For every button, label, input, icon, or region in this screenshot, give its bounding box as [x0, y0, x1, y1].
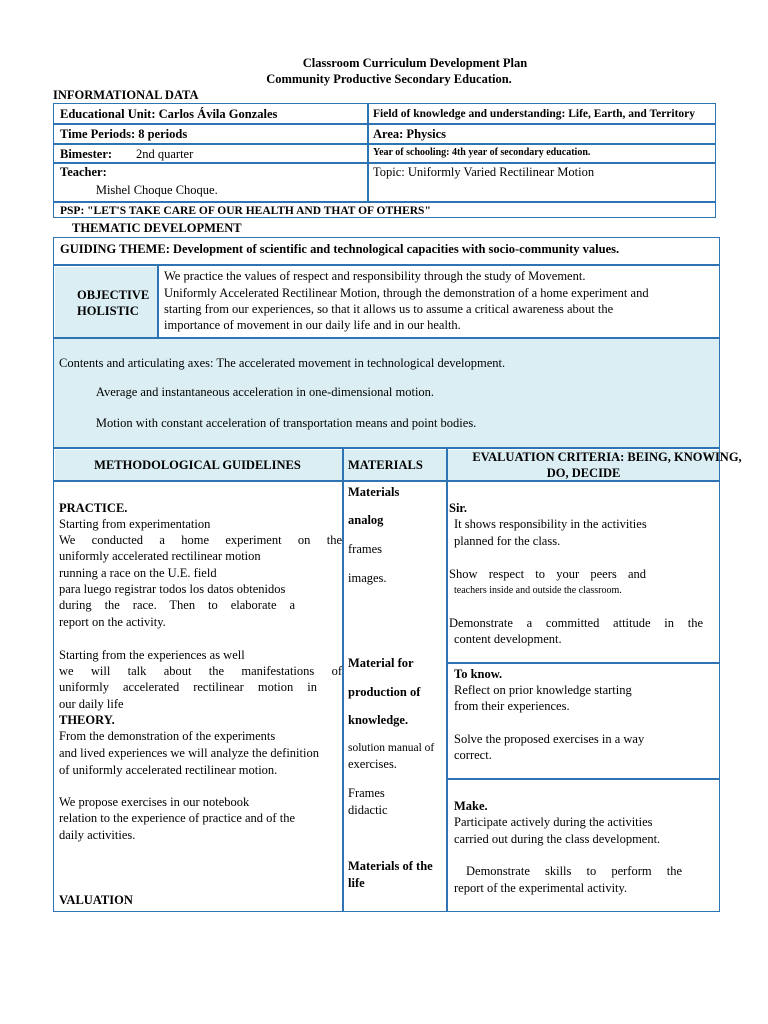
educational-unit: Educational Unit: Carlos Ávila Gonzales [60, 107, 278, 121]
document-subtitle: Community Productive Secondary Education. [266, 72, 512, 86]
be-line: teachers inside and outside the classroom. [454, 585, 622, 596]
theory-line: of uniformly accelerated rectilinear motion. [59, 763, 278, 777]
objective-label-1: OBJECTIVE [77, 288, 150, 302]
objective-line: starting from our experiences, so that it allows us to assume a critical awareness about the [164, 302, 614, 316]
field-of-knowledge: Field of knowledge and understanding: Life, Earth, and Territory [373, 108, 696, 120]
contents-item: Motion with constant acceleration of transportation means and point bodies. [83, 416, 464, 430]
evaluation-row-line [446, 662, 720, 664]
be-line: planned for the class. [454, 534, 561, 548]
table-col-divider [446, 448, 448, 912]
do-line: carried out during the class development. [454, 832, 661, 846]
practice-line: our daily life [59, 697, 124, 711]
theory-title: THEORY. [59, 713, 115, 727]
do-title: Make. [454, 799, 488, 813]
year-of-schooling: Year of schooling: 4th year of secondary education. [373, 147, 591, 158]
practice-line: uniformly accelerated rectilinear motion [59, 549, 261, 563]
evaluation-row-line [446, 778, 720, 780]
materials-item: production of [348, 685, 421, 699]
objective-line: We practice the values of respect and responsibility through the study of Movement. [164, 269, 586, 283]
be-line: It shows responsibility in the activities [454, 517, 647, 531]
col-header-methodology: METHODOLOGICAL GUIDELINES [94, 458, 301, 472]
practice-line: uniformly accelerated rectilinear motion in [59, 680, 317, 694]
objective-label-2: HOLISTIC [77, 304, 139, 318]
psp-line: PSP: "LET'S TAKE CARE OF OUR HEALTH AND THAT OF OTHERS" [60, 205, 431, 217]
document-title: Classroom Curriculum Development Plan [302, 56, 528, 70]
col-header-materials: MATERIALS [348, 458, 423, 472]
topic: Topic: Uniformly Varied Rectilinear Motion [373, 165, 595, 179]
informational-data-heading: INFORMATIONAL DATA [53, 88, 199, 102]
practice-line: during the race. Then to elaborate a [59, 598, 295, 612]
do-line: Demonstrate skills to perform the [466, 864, 682, 878]
teacher-name: Mishel Choque Choque. [83, 183, 205, 197]
know-line: Reflect on prior knowledge starting [454, 683, 632, 697]
practice-line: We conducted a home experiment on the [59, 533, 342, 547]
know-line: from their experiences. [454, 699, 570, 713]
be-line: Demonstrate a committed attitude in the [449, 616, 703, 630]
materials-item: frames [348, 542, 383, 556]
contents-item: Average and instantaneous acceleration in one-dimensional motion. [83, 385, 422, 399]
do-line: Participate actively during the activities [454, 815, 653, 829]
materials-item: Frames [348, 786, 385, 800]
materials-item: images. [348, 571, 387, 585]
materials-item: knowledge. [348, 713, 409, 727]
know-line: Solve the proposed exercises in a way [454, 732, 645, 746]
objective-divider [157, 265, 159, 338]
do-line: report of the experimental activity. [454, 881, 628, 895]
know-line: correct. [454, 748, 492, 762]
objective-line: importance of movement in our daily life and in our health. [164, 318, 461, 332]
bimester-value: 2nd quarter [136, 147, 194, 161]
practice-title: PRACTICE. [59, 501, 128, 515]
col-header-evaluation: EVALUATION CRITERIA: BEING, KNOWING, [472, 450, 742, 464]
theory-line: relation to the experience of practice and of the [59, 811, 295, 825]
be-title: Sir. [449, 501, 467, 515]
materials-item: analog [348, 513, 384, 527]
materials-item: Material for [348, 656, 414, 670]
theory-line: From the demonstration of the experiments [59, 729, 276, 743]
practice-line: running a race on the U.E. field [59, 566, 217, 580]
be-line: Show respect to your peers and [449, 567, 646, 581]
materials-item: life [348, 876, 365, 890]
info-row-line [53, 123, 716, 125]
practice-line: Starting from experimentation [59, 517, 211, 531]
practice-line: para luego registrar todos los datos obtenidos [59, 582, 286, 596]
guiding-theme: GUIDING THEME: Development of scientific and technological capacities with socio-community values. [60, 242, 620, 256]
materials-item: Materials of the [348, 859, 433, 873]
practice-line: Starting from the experiences as well [59, 648, 245, 662]
teacher-label: Teacher: [60, 165, 107, 179]
thematic-development-heading: THEMATIC DEVELOPMENT [72, 221, 242, 235]
know-title: To know. [454, 667, 503, 681]
col-header-evaluation-2: DO, DECIDE [546, 466, 621, 480]
contents-intro: Contents and articulating axes: The accelerated movement in technological development. [59, 356, 506, 370]
materials-item: exercises. [348, 757, 397, 771]
area: Area: Physics [373, 127, 447, 141]
materials-item: didactic [348, 803, 388, 817]
bimester-label: Bimester: [60, 147, 113, 161]
theory-line: daily activities. [59, 828, 136, 842]
objective-line: Uniformly Accelerated Rectilinear Motion, through the demonstration of a home experiment and [164, 286, 649, 300]
theory-line: We propose exercises in our notebook [59, 795, 250, 809]
time-periods: Time Periods: 8 periods [60, 127, 188, 141]
theory-line: and lived experiences we will analyze the definition [59, 746, 319, 760]
be-line: content development. [454, 632, 562, 646]
table-col-divider [342, 448, 344, 912]
materials-item: Materials [348, 485, 400, 499]
info-table-divider [367, 103, 369, 202]
materials-item: solution manual of [348, 742, 435, 754]
practice-line: we will talk about the manifestations of [59, 664, 342, 678]
valuation-title: VALUATION [59, 893, 133, 907]
practice-line: report on the activity. [59, 615, 166, 629]
